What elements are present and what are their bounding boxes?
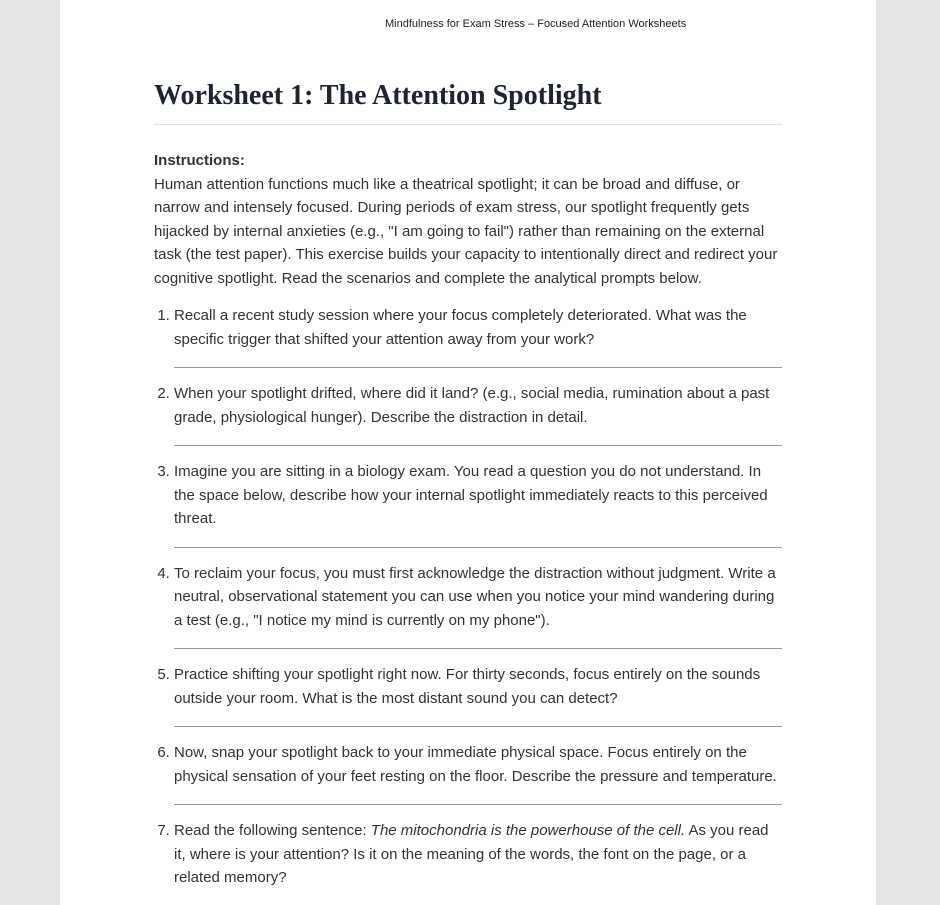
document-page — [60, 0, 876, 905]
running-header: Mindfulness for Exam Stress – Focused Attention Worksheets — [385, 18, 687, 30]
answer-line[interactable] — [174, 726, 782, 727]
answer-line[interactable] — [174, 445, 782, 446]
worksheet-content — [154, 80, 782, 905]
prompt-item — [174, 382, 782, 446]
answer-line[interactable] — [174, 804, 782, 805]
prompt-text: Now, snap your spotlight back to your immediate physical space. Focus entirely on the physical sensation of your feet resting on the floor. Describe the pressure and temperature. — [174, 744, 777, 785]
prompt-text-after: As you read it, where is your attention? Is it on the meaning of the words, the font on the page, or a related memory? — [174, 822, 769, 886]
prompt-item — [174, 562, 782, 650]
prompt-text: When your spotlight drifted, where did it land? (e.g., social media, rumination about a past grade, physiological hunger). Describe the distraction in detail. — [174, 385, 770, 426]
prompt-item — [174, 460, 782, 548]
prompt-text: Recall a recent study session where your focus completely deteriorated. What was the specific trigger that shifted your attention away from your work? — [174, 307, 747, 348]
instructions-label: Instructions: — [154, 152, 245, 169]
prompt-text: Practice shifting your spotlight right now. For thirty seconds, focus entirely on the sounds outside your room. What is the most distant sound you can detect? — [174, 666, 761, 707]
prompt-text-before: Read the following sentence: — [174, 822, 371, 839]
prompt-item — [174, 663, 782, 727]
prompt-italic-sentence: The mitochondria is the powerhouse of the cell. — [370, 822, 686, 839]
answer-line[interactable] — [174, 547, 782, 548]
prompt-item — [174, 741, 782, 805]
answer-line[interactable] — [174, 648, 782, 649]
answer-line[interactable] — [174, 367, 782, 368]
prompt-item — [174, 819, 782, 905]
prompt-text: To reclaim your focus, you must first acknowledge the distraction without judgment. Write a neutral, observational statement you can use when you notice your mind wandering during a test (e.g., "I notice my mind is currently on my phone"). — [174, 564, 776, 629]
prompt-text: Imagine you are sitting in a biology exam. You read a question you do not understand. In the space below, describe how your internal spotlight immediately reacts to this perceived threat. — [174, 463, 768, 527]
prompt-item — [174, 304, 782, 368]
worksheet-title: Worksheet 1: The Attention Spotlight — [154, 80, 782, 125]
instructions-section — [154, 149, 782, 290]
prompt-list — [154, 304, 782, 905]
instructions-text: Human attention functions much like a theatrical spotlight; it can be broad and diffuse, or narrow and intensely focused. During periods of exam stress, our spotlight frequently gets hijacked by internal anxieties (e.g., "I am going to fail") rather than remaining on the external task (the test paper). This exercise builds your capacity to intentionally direct and redirect your cognitive spotlight. Read the scenarios and complete the analytical prompts below. — [154, 175, 778, 287]
